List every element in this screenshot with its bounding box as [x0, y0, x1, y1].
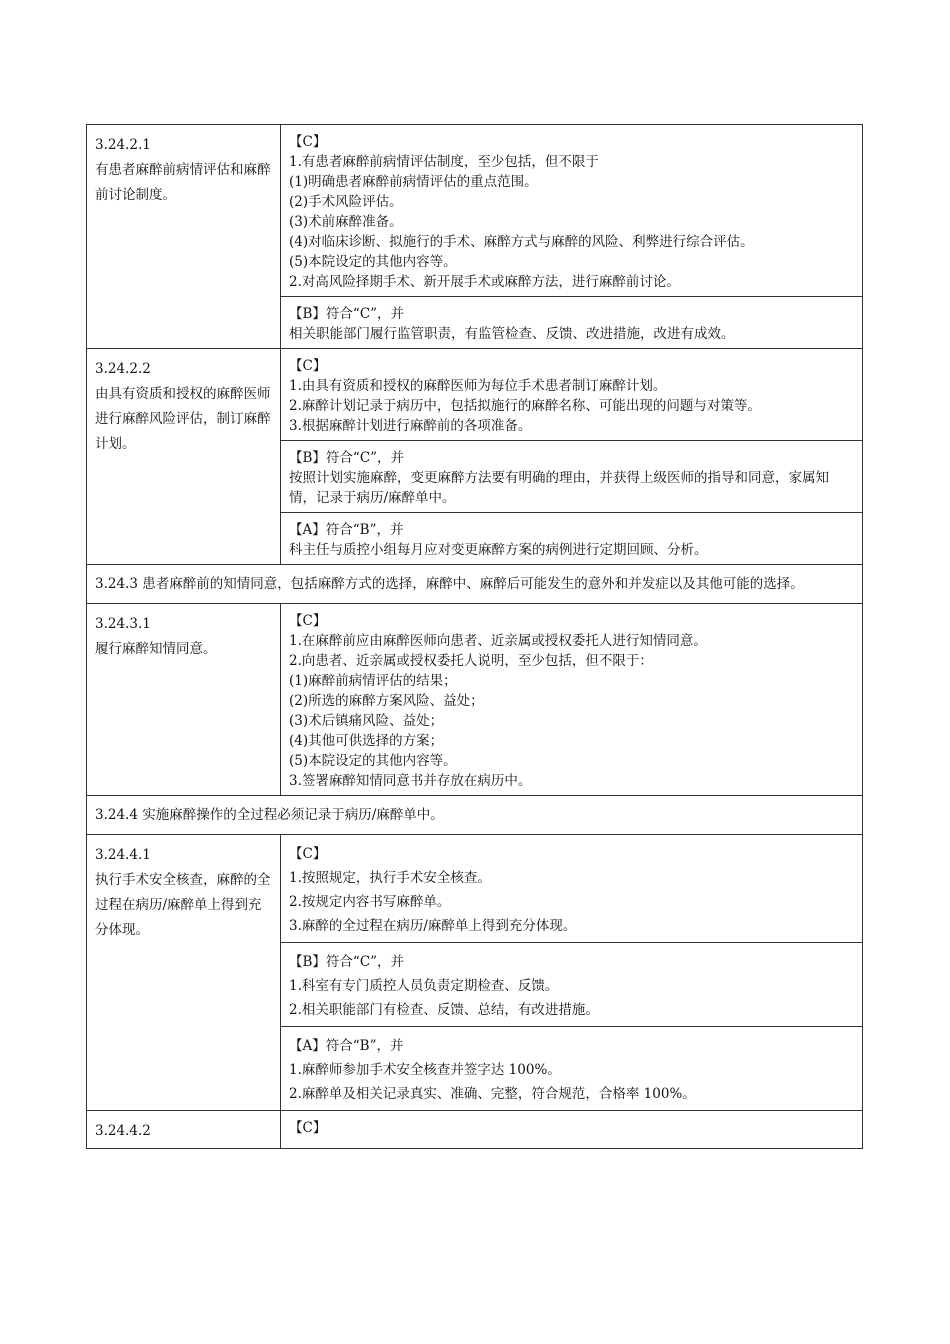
item-label-cell: [87, 1111, 281, 1149]
criteria-line: (2)所选的麻醉方案风险、益处；: [289, 693, 484, 709]
section-heading: 3.24.3 患者麻醉前的知情同意，包括麻醉方式的选择，麻醉中、麻醉后可能发生的意外和并发症以及其他可能的选择。: [87, 565, 863, 604]
criteria-line: (2)手术风险评估。: [289, 194, 403, 210]
item-label-cell: [87, 125, 281, 349]
criteria-line: 1.科室有专门质控人员负责定期检查、反馈。: [289, 978, 559, 994]
grade-cell: [281, 441, 863, 513]
grade-heading: 【C】: [289, 1120, 327, 1136]
grade-cell: [281, 604, 863, 796]
section-row: [87, 796, 863, 835]
criteria-line: 1.有患者麻醉前病情评估制度，至少包括，但不限于: [289, 154, 599, 170]
item-title: 履行麻醉知情同意。: [95, 641, 217, 657]
item-label-cell: [87, 349, 281, 565]
grade-cell: [281, 943, 863, 1027]
criteria-line: (4)其他可供选择的方案；: [289, 733, 444, 749]
item-row: [87, 835, 863, 943]
grade-heading: 【C】: [289, 134, 327, 150]
item-row: [87, 125, 863, 297]
criteria-line: 3.签署麻醉知情同意书并存放在病历中。: [289, 773, 532, 789]
grade-heading: 【B】符合“C”，并: [289, 450, 405, 466]
item-label-cell: [87, 604, 281, 796]
grade-cell: [281, 297, 863, 349]
grade-cell: [281, 1111, 863, 1149]
grade-cell: [281, 835, 863, 943]
item-title: 执行手术安全核查，麻醉的全过程在病历/麻醉单上得到充分体现。: [95, 872, 271, 938]
item-row: [87, 349, 863, 441]
grade-heading: 【C】: [289, 613, 327, 629]
grade-heading: 【B】符合“C”，并: [289, 954, 405, 970]
grade-cell: [281, 125, 863, 297]
section-heading: 3.24.4 实施麻醉操作的全过程必须记录于病历/麻醉单中。: [87, 796, 863, 835]
criteria-line: 1.在麻醉前应由麻醉医师向患者、近亲属或授权委托人进行知情同意。: [289, 633, 707, 649]
item-number: 3.24.2.1: [95, 137, 151, 153]
criteria-line: 1.由具有资质和授权的麻醉医师为每位手术患者制订麻醉计划。: [289, 378, 667, 394]
standards-document: [86, 124, 863, 1149]
item-title: 由具有资质和授权的麻醉医师进行麻醉风险评估，制订麻醉计划。: [95, 386, 271, 452]
item-number: 3.24.4.1: [95, 847, 151, 863]
section-row: [87, 565, 863, 604]
criteria-line: 1.按照规定，执行手术安全核查。: [289, 870, 491, 886]
grade-cell: [281, 513, 863, 565]
item-number: 3.24.4.2: [95, 1123, 151, 1139]
criteria-line: (5)本院设定的其他内容等。: [289, 254, 457, 270]
item-title: 有患者麻醉前病情评估和麻醉前讨论制度。: [95, 162, 271, 203]
standards-table-body: [87, 125, 863, 1149]
criteria-line: 按照计划实施麻醉，变更麻醉方法要有明确的理由，并获得上级医师的指导和同意，家属知情，记录于病历/麻醉单中。: [289, 470, 829, 506]
criteria-line: 3.根据麻醉计划进行麻醉前的各项准备。: [289, 418, 532, 434]
criteria-line: 2.相关职能部门有检查、反馈、总结，有改进措施。: [289, 1002, 599, 1018]
criteria-line: 3.麻醉的全过程在病历/麻醉单上得到充分体现。: [289, 918, 577, 934]
criteria-line: 科主任与质控小组每月应对变更麻醉方案的病例进行定期回顾、分析。: [289, 542, 708, 558]
criteria-line: 1.麻醉师参加手术安全核查并签字达 100%。: [289, 1062, 561, 1078]
standards-table: [86, 124, 863, 1149]
criteria-line: 相关职能部门履行监管职责，有监管检查、反馈、改进措施，改进有成效。: [289, 326, 735, 342]
grade-heading: 【B】符合“C”，并: [289, 306, 405, 322]
item-row: [87, 604, 863, 796]
item-label-cell: [87, 835, 281, 1111]
item-row: [87, 1111, 863, 1149]
grade-heading: 【A】符合“B”，并: [289, 522, 404, 538]
criteria-line: 2.麻醉单及相关记录真实、准确、完整，符合规范，合格率 100%。: [289, 1086, 696, 1102]
criteria-line: 2.向患者、近亲属或授权委托人说明，至少包括，但不限于：: [289, 653, 653, 669]
grade-heading: 【C】: [289, 846, 327, 862]
criteria-line: (3)术后镇痛风险、益处；: [289, 713, 444, 729]
criteria-line: 2.对高风险择期手术、新开展手术或麻醉方法，进行麻醉前讨论。: [289, 274, 680, 290]
criteria-line: (3)术前麻醉准备。: [289, 214, 403, 230]
item-number: 3.24.2.2: [95, 361, 151, 377]
grade-heading: 【C】: [289, 358, 327, 374]
criteria-line: 2.麻醉计划记录于病历中，包括拟施行的麻醉名称、可能出现的问题与对策等。: [289, 398, 761, 414]
criteria-line: (1)麻醉前病情评估的结果；: [289, 673, 457, 689]
grade-cell: [281, 349, 863, 441]
grade-cell: [281, 1027, 863, 1111]
criteria-line: (4)对临床诊断、拟施行的手术、麻醉方式与麻醉的风险、利弊进行综合评估。: [289, 234, 754, 250]
item-number: 3.24.3.1: [95, 616, 151, 632]
criteria-line: (5)本院设定的其他内容等。: [289, 753, 457, 769]
criteria-line: 2.按规定内容书写麻醉单。: [289, 894, 451, 910]
grade-heading: 【A】符合“B”，并: [289, 1038, 404, 1054]
criteria-line: (1)明确患者麻醉前病情评估的重点范围。: [289, 174, 538, 190]
